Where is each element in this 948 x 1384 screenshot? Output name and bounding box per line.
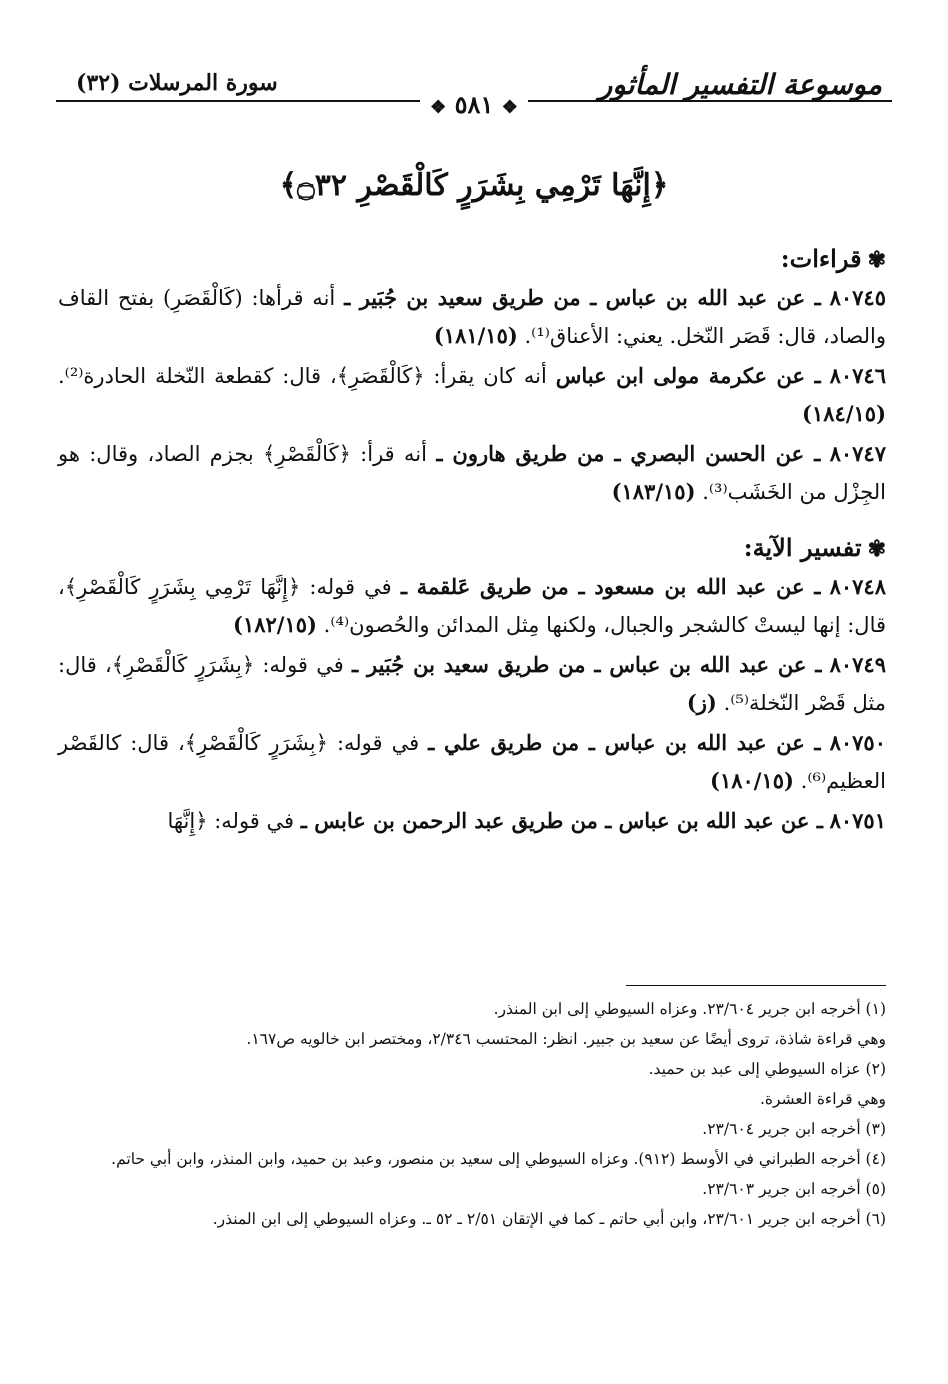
book-title: موسوعة التفسير المأثور	[598, 68, 882, 101]
entry-chain: ـ عن عبد الله بن عباس ـ من طريق عبد الرحمن بن عابس ـ	[300, 808, 823, 833]
entry-text: أنه كان يقرأ: ﴿كَالْقَصَرِ﴾، قال: كقطعة النّخلة الحادرة⁽²⁾.	[58, 364, 547, 388]
footnote-rule	[626, 985, 886, 986]
entry-reference: (ز)	[686, 690, 717, 715]
entry-reference: (١٨١/١٥)	[433, 323, 518, 348]
page-header	[56, 60, 892, 120]
section-heading-readings: ✾قراءات:	[780, 244, 886, 273]
entry-text: في قوله: ﴿إِنَّهَا تَرْمِي بِشَرَرٍ كَالْقَصْرِ﴾، قال: إنها ليستْ كالشجر والجبال، ولكنها مِثل المدائن والحُصون⁽⁴⁾.	[58, 575, 886, 637]
surah-label: سورة المرسلات (٣٢)	[76, 70, 278, 96]
narration-entry	[58, 435, 886, 511]
flower-icon: ✾	[867, 536, 886, 562]
footnote: (١) أخرجه ابن جرير ٢٣/٦٠٤. وعزاه السيوطي إلى ابن المنذر.	[493, 1000, 886, 1018]
entry-chain: ـ عن عبد الله بن مسعود ـ من طريق عَلقمة ـ	[400, 574, 821, 599]
entry-chain: ـ عن الحسن البصري ـ من طريق هارون ـ	[436, 441, 821, 466]
footnote: (٥) أخرجه ابن جرير ٢٣/٦٠٣.	[702, 1180, 886, 1198]
entry-number: ٨٠٧٤٨	[829, 574, 886, 599]
entry-chain: ـ عن عبد الله بن عباس ـ من طريق سعيد بن جُبَير ـ	[344, 285, 821, 310]
quranic-verse: ﴿إِنَّهَا تَرْمِي بِشَرَرٍ كَالْقَصْرِ ۝٣٢﴾	[279, 168, 669, 203]
ornament-icon: ❖	[430, 97, 447, 118]
section-heading-tafsir: ✾تفسير الآية:	[743, 533, 886, 562]
footnote: (٣) أخرجه ابن جرير ٢٣/٦٠٤.	[702, 1120, 886, 1138]
entry-number: ٨٠٧٤٧	[829, 441, 886, 466]
entry-reference: (١٨٣/١٥)	[611, 479, 696, 504]
entry-text: أنه قرأها: (كَالْقَصَرِ) بفتح القاف والصاد، قال: قَصَر النّخل. يعني: الأعناق⁽¹⁾.	[58, 286, 886, 348]
entry-text: أنه قرأ: ﴿كَالْقَصْرِ﴾ بجزم الصاد، وقال: هو الجِزْل من الخَشَب⁽³⁾.	[58, 442, 886, 504]
narration-entry	[58, 802, 886, 840]
entry-number: ٨٠٧٥٠	[829, 730, 886, 755]
narration-entry	[58, 568, 886, 644]
narration-entry	[58, 357, 886, 433]
entry-reference: (١٨٤/١٥)	[802, 401, 886, 426]
footnote: (٢) عزاه السيوطي إلى عبد بن حميد.	[648, 1060, 886, 1078]
entry-number: ٨٠٧٤٩	[829, 652, 886, 677]
flower-icon: ✾	[867, 247, 886, 273]
entry-chain: ـ عن عكرمة مولى ابن عباس	[555, 363, 821, 388]
entry-number: ٨٠٧٤٥	[829, 285, 886, 310]
narration-entry	[58, 646, 886, 722]
footnote: (٦) أخرجه ابن جرير ٢٣/٦٠١، وابن أبي حاتم ـ كما في الإتقان ٢/٥١ ـ ٥٢ ـ. وعزاه السيوطي إلى ابن المنذر.	[212, 1210, 886, 1228]
ornament-icon: ❖	[501, 97, 518, 118]
footnotes	[58, 985, 886, 1234]
entry-reference: (١٨٠/١٥)	[710, 768, 794, 793]
entry-text: في قوله: ﴿بِشَرَرٍ كَالْقَصْرِ﴾، قال: مثل قَصْر النّخلة⁽⁵⁾.	[58, 653, 886, 715]
page-number-block	[56, 90, 892, 119]
entry-reference: (١٨٢/١٥)	[233, 612, 317, 637]
narration-entry	[58, 724, 886, 800]
footnote: وهي قراءة شاذة، تروى أيضًا عن سعيد بن جبير. انظر: المحتسب ٢/٣٤٦، ومختصر ابن خالويه ص١٦٧.	[246, 1030, 886, 1048]
entry-chain: ـ عن عبد الله بن عباس ـ من طريق علي ـ	[428, 730, 821, 755]
footnote: وهي قراءة العشرة.	[759, 1090, 886, 1108]
page-number: ٥٨١	[454, 90, 494, 119]
footnote: (٤) أخرجه الطبراني في الأوسط (٩١٢). وعزاه السيوطي إلى سعيد بن منصور، وعبد بن حميد، وابن المنذر، وابن أبي حاتم.	[111, 1150, 886, 1168]
entry-text: في قوله: ﴿إِنَّهَا	[167, 809, 295, 833]
entry-number: ٨٠٧٥١	[829, 808, 886, 833]
entry-number: ٨٠٧٤٦	[829, 363, 886, 388]
entry-chain: ـ عن عبد الله بن عباس ـ من طريق سعيد بن جُبَير ـ	[351, 652, 822, 677]
entry-text: في قوله: ﴿بِشَرَرٍ كَالْقَصْرِ﴾، قال: كالقَصْر العظيم⁽⁶⁾.	[58, 731, 886, 793]
narration-entry	[58, 279, 886, 355]
main-content	[58, 240, 886, 842]
